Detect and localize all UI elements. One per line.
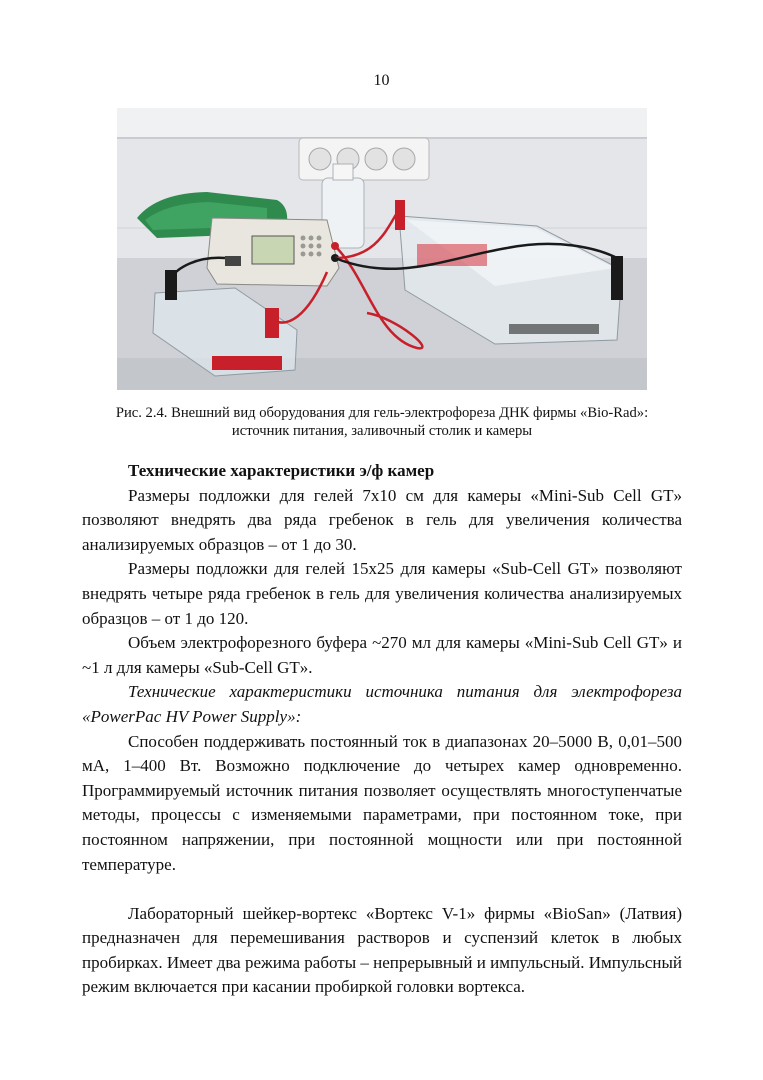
paragraph-buffer-volume: Объем электрофорезного буфера ~270 мл для камеры «Mini-Sub Cell GT» и ~1 л для камеры «Sub-Cell GT». bbox=[82, 633, 682, 677]
figure-caption bbox=[82, 404, 682, 440]
caption-line-2: источник питания, заливочный столик и камеры bbox=[231, 423, 533, 439]
paragraph-sub-cell: Размеры подложки для гелей 15x25 для камеры «Sub-Cell GT» позволяют внедрять четыре ряда гребенок в гель для увеличения количества анализируемых образцов – от 1 до 120. bbox=[82, 559, 682, 628]
paragraph-vortex: Лабораторный шейкер-вортекс «Вортекс V-1» фирмы «BioSan» (Латвия) предназначен для перемешивания растворов и суспензий клеток в любых пробирках. Имеет два режима работы – непрерывный и импульсный. Импульсный режим включается при касании пробиркой головки вортекса. bbox=[82, 903, 682, 997]
power-supply-heading: Технические характеристики источника питания для электрофореза «PowerPac HV Power Supply»: bbox=[82, 682, 682, 726]
paragraph-gap bbox=[82, 877, 682, 902]
body-text bbox=[82, 459, 682, 1000]
caption-line-1: Рис. 2.4. Внешний вид оборудования для гель-электрофореза ДНК фирмы «Bio-Rad»: bbox=[115, 405, 649, 421]
paragraph-mini-sub-cell: Размеры подложки для гелей 7x10 см для камеры «Mini-Sub Cell GT» позволяют внедрять два ряда гребенок в гель для увеличения количества анализируемых образцов – от 1 до 30. bbox=[82, 485, 682, 554]
equipment-photo bbox=[117, 108, 647, 390]
page-number: 10 bbox=[373, 72, 390, 89]
section-heading: Технические характеристики э/ф камер bbox=[128, 461, 435, 480]
paragraph-power-supply: Способен поддерживать постоянный ток в диапазонах 20–5000 В, 0,01–500 мА, 1–400 Вт. Возможно подключение до четырех камер одновременно. Программируемый источник питания позволяет осуществлять многоступенчатые методы, процессы с изменяемыми параметрами, при постоянном токе, при постоянном напряжении, при постоянной мощности или при постоянной температуре. bbox=[82, 731, 682, 874]
